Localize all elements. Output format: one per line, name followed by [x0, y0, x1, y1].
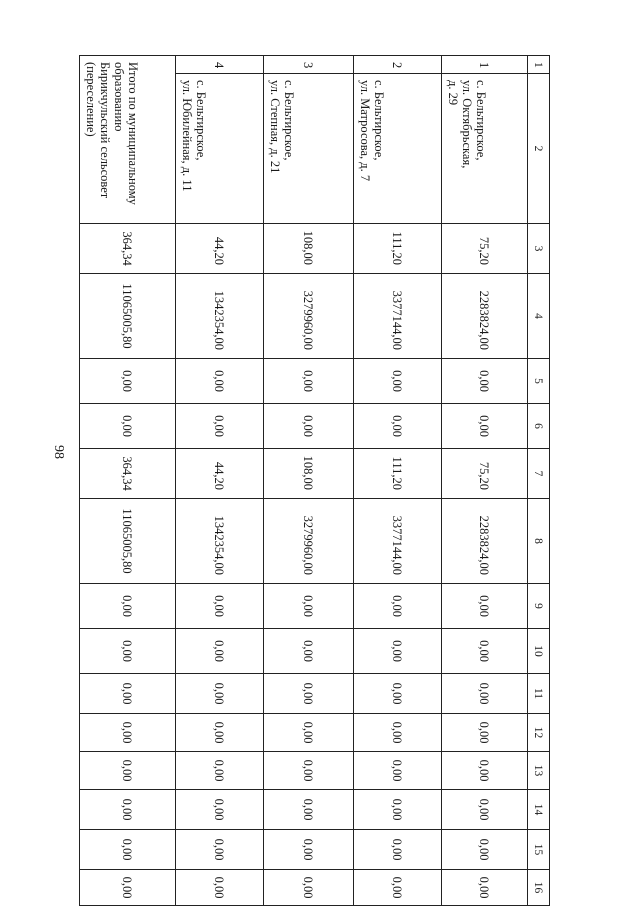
table-row [354, 56, 442, 906]
header-col-6: 6 [528, 404, 550, 449]
table-cell: 3377144,00 [354, 499, 442, 584]
row-index: 4 [176, 56, 264, 74]
table-cell: 0,00 [264, 714, 354, 752]
table-cell: 0,00 [80, 404, 176, 449]
total-label-line: (переселение) [84, 62, 98, 137]
header-col-3: 3 [528, 224, 550, 274]
housing-relocation-table [79, 55, 550, 906]
table-cell: 0,00 [176, 870, 264, 906]
total-label-line: образованию [112, 62, 126, 132]
address-line: д. 29 [446, 80, 460, 106]
table-cell: 0,00 [264, 870, 354, 906]
table-cell: 3377144,00 [354, 274, 442, 359]
table-cell: 1342354,00 [176, 274, 264, 359]
total-label-line: Итого по муниципальному [126, 62, 140, 205]
header-col-8: 8 [528, 499, 550, 584]
table-cell: 0,00 [442, 870, 528, 906]
table-cell: 75,20 [442, 224, 528, 274]
table-cell: 11065005,80 [80, 274, 176, 359]
table-cell: 0,00 [264, 629, 354, 674]
address-line: ул. Степная, д. 21 [268, 80, 282, 174]
table-cell: 1342354,00 [176, 499, 264, 584]
address-line: ул. Октябрьская, [460, 80, 474, 169]
table-cell: 0,00 [264, 790, 354, 830]
table-cell: 11065005,80 [80, 499, 176, 584]
table-cell: 0,00 [442, 674, 528, 714]
table-cell: 2283824,00 [442, 274, 528, 359]
table-cell: 0,00 [442, 714, 528, 752]
header-col-10: 10 [528, 629, 550, 674]
header-col-2: 2 [528, 74, 550, 224]
total-label-cell [80, 56, 176, 224]
header-col-15: 15 [528, 830, 550, 870]
table-cell: 0,00 [442, 830, 528, 870]
row-index: 1 [442, 56, 528, 74]
table-cell: 0,00 [354, 830, 442, 870]
table-cell: 0,00 [354, 674, 442, 714]
table-cell: 0,00 [80, 359, 176, 404]
header-col-4: 4 [528, 274, 550, 359]
table-cell: 0,00 [80, 674, 176, 714]
table-cell: 0,00 [176, 584, 264, 629]
table-cell: 3279960,00 [264, 274, 354, 359]
table-cell: 0,00 [354, 790, 442, 830]
table-cell: 108,00 [264, 224, 354, 274]
total-row [80, 56, 176, 906]
table-cell: 0,00 [264, 752, 354, 790]
address-line: с. Бельтирское, [474, 80, 488, 161]
table-cell: 0,00 [354, 359, 442, 404]
table-cell: 0,00 [354, 629, 442, 674]
table-cell: 0,00 [264, 359, 354, 404]
address-line: ул. Матросова, д. 7 [358, 80, 372, 182]
row-index: 3 [264, 56, 354, 74]
table-cell: 0,00 [176, 752, 264, 790]
total-label-line: Бирикчульский сельсовет [98, 62, 112, 199]
row-index: 2 [354, 56, 442, 74]
address-cell [264, 74, 354, 224]
address-line: с. Бельтирское, [194, 80, 208, 161]
table-cell: 0,00 [176, 629, 264, 674]
address-cell [442, 74, 528, 224]
header-col-9: 9 [528, 584, 550, 629]
table-cell: 0,00 [442, 752, 528, 790]
address-cell [176, 74, 264, 224]
address-line: с. Бельтирское, [372, 80, 386, 161]
header-col-16: 16 [528, 870, 550, 906]
address-line: с. Бельтирское, [282, 80, 296, 161]
table-row [264, 56, 354, 906]
table-cell: 0,00 [176, 714, 264, 752]
address-line: ул. Юбилейная, д. 11 [180, 80, 194, 192]
table-cell: 0,00 [442, 790, 528, 830]
header-col-7: 7 [528, 449, 550, 499]
table-cell: 75,20 [442, 449, 528, 499]
table-cell: 0,00 [80, 629, 176, 674]
table-cell: 111,20 [354, 449, 442, 499]
table-cell: 44,20 [176, 224, 264, 274]
address-cell [354, 74, 442, 224]
table-cell: 44,20 [176, 449, 264, 499]
table-cell: 364,34 [80, 224, 176, 274]
table-cell: 0,00 [354, 404, 442, 449]
table-cell: 3279960,00 [264, 499, 354, 584]
table-cell: 0,00 [176, 830, 264, 870]
table-cell: 0,00 [176, 674, 264, 714]
table-cell: 0,00 [354, 752, 442, 790]
page-number: 98 [51, 445, 66, 459]
table-row [442, 56, 528, 906]
table-cell: 0,00 [264, 404, 354, 449]
header-col-14: 14 [528, 790, 550, 830]
header-col-12: 12 [528, 714, 550, 752]
table-cell: 2283824,00 [442, 499, 528, 584]
table-cell: 111,20 [354, 224, 442, 274]
table-cell: 364,34 [80, 449, 176, 499]
table-cell: 0,00 [442, 359, 528, 404]
table-cell: 0,00 [176, 790, 264, 830]
table-cell: 0,00 [264, 584, 354, 629]
table-cell: 0,00 [80, 790, 176, 830]
table-cell: 0,00 [264, 830, 354, 870]
table-cell: 0,00 [176, 404, 264, 449]
table-cell: 0,00 [80, 584, 176, 629]
header-col-5: 5 [528, 359, 550, 404]
table-cell: 0,00 [354, 714, 442, 752]
table-cell: 0,00 [80, 752, 176, 790]
table-cell: 108,00 [264, 449, 354, 499]
header-row [528, 56, 550, 906]
header-col-1: 1 [528, 56, 550, 74]
table-cell: 0,00 [80, 714, 176, 752]
table-row [176, 56, 264, 906]
table-cell: 0,00 [80, 830, 176, 870]
header-col-13: 13 [528, 752, 550, 790]
table-cell: 0,00 [442, 629, 528, 674]
table-cell: 0,00 [176, 359, 264, 404]
rotated-table-container [80, 55, 550, 899]
header-col-11: 11 [528, 674, 550, 714]
table-cell: 0,00 [442, 404, 528, 449]
table-cell: 0,00 [264, 674, 354, 714]
table-cell: 0,00 [442, 584, 528, 629]
table-cell: 0,00 [354, 584, 442, 629]
table-cell: 0,00 [354, 870, 442, 906]
table-cell: 0,00 [80, 870, 176, 906]
